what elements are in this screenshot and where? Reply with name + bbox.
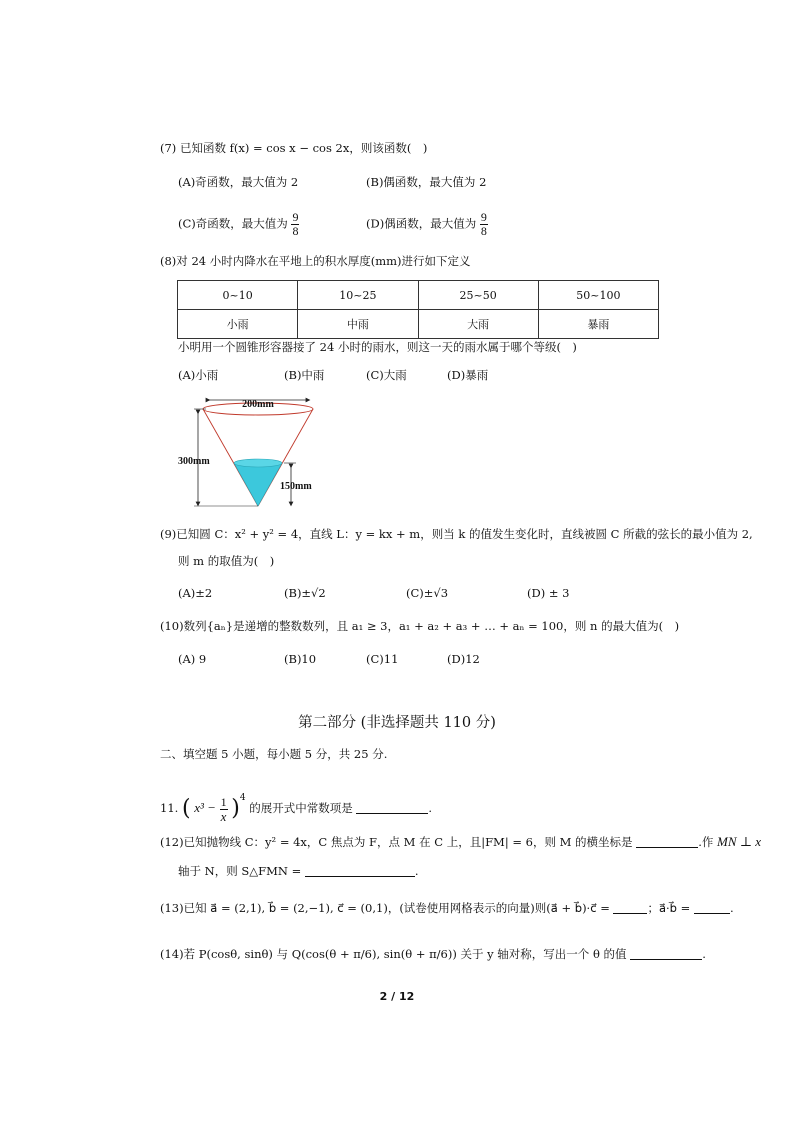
q7-option-b: (B)偶函数，最大值为 2 — [366, 175, 487, 189]
q9-stem-line2: 则 m 的取值为( ) — [178, 554, 275, 568]
table-row-ranges — [178, 281, 659, 310]
q9-stem-line1: (9)已知圆 C：x² + y² = 4，直线 L：y = kx + m，则当 k 的值发生变化时，直线被圆 C 所截的弦长的最小值为 2, — [160, 527, 753, 541]
q13-mid: ；a⃗·b⃗ = — [647, 901, 691, 915]
table-cell-level: 小雨 — [178, 310, 298, 339]
q12-answer-blank-1[interactable] — [636, 835, 698, 848]
table-cell-range: 50~100 — [538, 281, 658, 310]
q7-option-d — [366, 211, 488, 238]
q13-text: (13)已知 a⃗ = (2,1), b⃗ = (2,−1), c⃗ = (0,1)，(试卷使用网格表示的向量)则(a⃗ + b⃗)·c⃗ = — [160, 901, 610, 915]
q12-line2 — [178, 863, 419, 879]
q10-option-c: (C)11 — [366, 652, 399, 666]
water-height-label: 150mm — [280, 481, 312, 492]
q7-option-c-text: (C)奇函数，最大值为 — [178, 216, 288, 231]
q7-option-c-fraction — [291, 211, 299, 238]
q9-option-c: (C)±√3 — [406, 586, 449, 600]
q13-answer-blank-1[interactable] — [613, 901, 647, 914]
q11-fraction — [220, 796, 228, 823]
q11-frac-den: x — [220, 808, 227, 824]
q12-text1-end: .作 — [698, 835, 714, 849]
q9-option-d: (D) ± 3 — [527, 586, 570, 600]
q7-option-a: (A)奇函数，最大值为 2 — [178, 175, 299, 189]
q8-question: 小明用一个圆锥形容器接了 24 小时的雨水，则这一天的雨水属于哪个等级( ) — [178, 340, 577, 354]
q8-option-b: (B)中雨 — [284, 368, 325, 382]
q7-c-frac-num: 9 — [292, 210, 299, 224]
q11-end: . — [428, 801, 433, 815]
q14 — [160, 946, 706, 962]
q10-option-a: (A) 9 — [178, 652, 207, 666]
q11-paren-close: ) — [231, 796, 240, 821]
q12-text2-end: . — [414, 864, 419, 878]
q11 — [160, 786, 432, 823]
q11-answer-blank[interactable] — [356, 801, 428, 814]
q12-answer-blank-2[interactable] — [305, 864, 415, 877]
q11-frac-num: 1 — [220, 794, 227, 809]
rainfall-table — [177, 280, 659, 339]
q14-answer-blank[interactable] — [630, 947, 702, 960]
q11-paren-open: ( — [181, 796, 191, 821]
water-volume — [234, 463, 282, 506]
q8-option-d: (D)暴雨 — [447, 368, 489, 382]
part2-title: 第二部分 (非选择题共 110 分) — [298, 715, 496, 731]
cone-figure — [176, 394, 326, 514]
q8-stem: (8)对 24 小时内降水在平地上的积水厚度(mm)进行如下定义 — [160, 254, 471, 268]
q13 — [160, 900, 734, 916]
q14-end: . — [702, 947, 706, 961]
q7-option-d-fraction — [480, 211, 488, 238]
section-heading: 二、填空题 5 小题，每小题 5 分，共 25 分. — [160, 747, 388, 761]
table-cell-level: 大雨 — [418, 310, 538, 339]
q8-option-a: (A)小雨 — [178, 368, 219, 382]
top-diameter-label: 200mm — [242, 399, 274, 410]
q11-label: 11. — [160, 801, 179, 815]
q11-base: x³ − — [194, 800, 216, 815]
q9-option-a: (A)±2 — [178, 586, 213, 600]
q7-option-c — [178, 211, 299, 238]
q7-stem: (7) 已知函数 f(x) = cos x − cos 2x，则该函数( ) — [160, 141, 428, 155]
q14-text: (14)若 P(cosθ, sinθ) 与 Q(cos(θ + π/6), sin(θ + π/6)) 关于 y 轴对称，写出一个 θ 的值 — [160, 947, 627, 961]
q11-text: 的展开式中常数项是 — [249, 801, 353, 815]
water-surface — [234, 459, 282, 467]
q10-stem: (10)数列{aₙ}是递增的整数数列，且 a₁ ≥ 3，a₁ + a₂ + a₃ + … + aₙ = 100，则 n 的最大值为( ) — [160, 619, 680, 633]
q12-line1 — [160, 834, 761, 850]
q7-c-frac-den: 8 — [292, 224, 299, 238]
q11-exponent: 4 — [239, 793, 246, 803]
q10-option-d: (D)12 — [447, 652, 480, 666]
table-cell-range: 25~50 — [418, 281, 538, 310]
table-cell-level: 中雨 — [298, 310, 418, 339]
q12-text2: 轴于 N，则 S△FMN = — [178, 864, 302, 878]
page-number: 2 / 12 — [379, 990, 415, 1003]
q13-answer-blank-2[interactable] — [694, 901, 730, 914]
table-cell-level: 暴雨 — [538, 310, 658, 339]
q7-d-frac-den: 8 — [480, 224, 487, 238]
table-cell-range: 0~10 — [178, 281, 298, 310]
q8-option-c: (C)大雨 — [366, 368, 407, 382]
q13-end: . — [729, 901, 734, 915]
q7-d-frac-num: 9 — [480, 210, 487, 224]
height-label: 300mm — [178, 456, 210, 467]
q10-option-b: (B)10 — [284, 652, 317, 666]
q12-text1: (12)已知抛物线 C：y² = 4x，C 焦点为 F，点 M 在 C 上，且|FM| = 6，则 M 的横坐标是 — [160, 835, 633, 849]
q9-option-b: (B)±√2 — [284, 586, 326, 600]
table-row-levels — [178, 310, 659, 339]
q12-mn: MN ⊥ x — [717, 834, 762, 849]
q7-option-d-text: (D)偶函数，最大值为 — [366, 216, 477, 231]
table-cell-range: 10~25 — [298, 281, 418, 310]
